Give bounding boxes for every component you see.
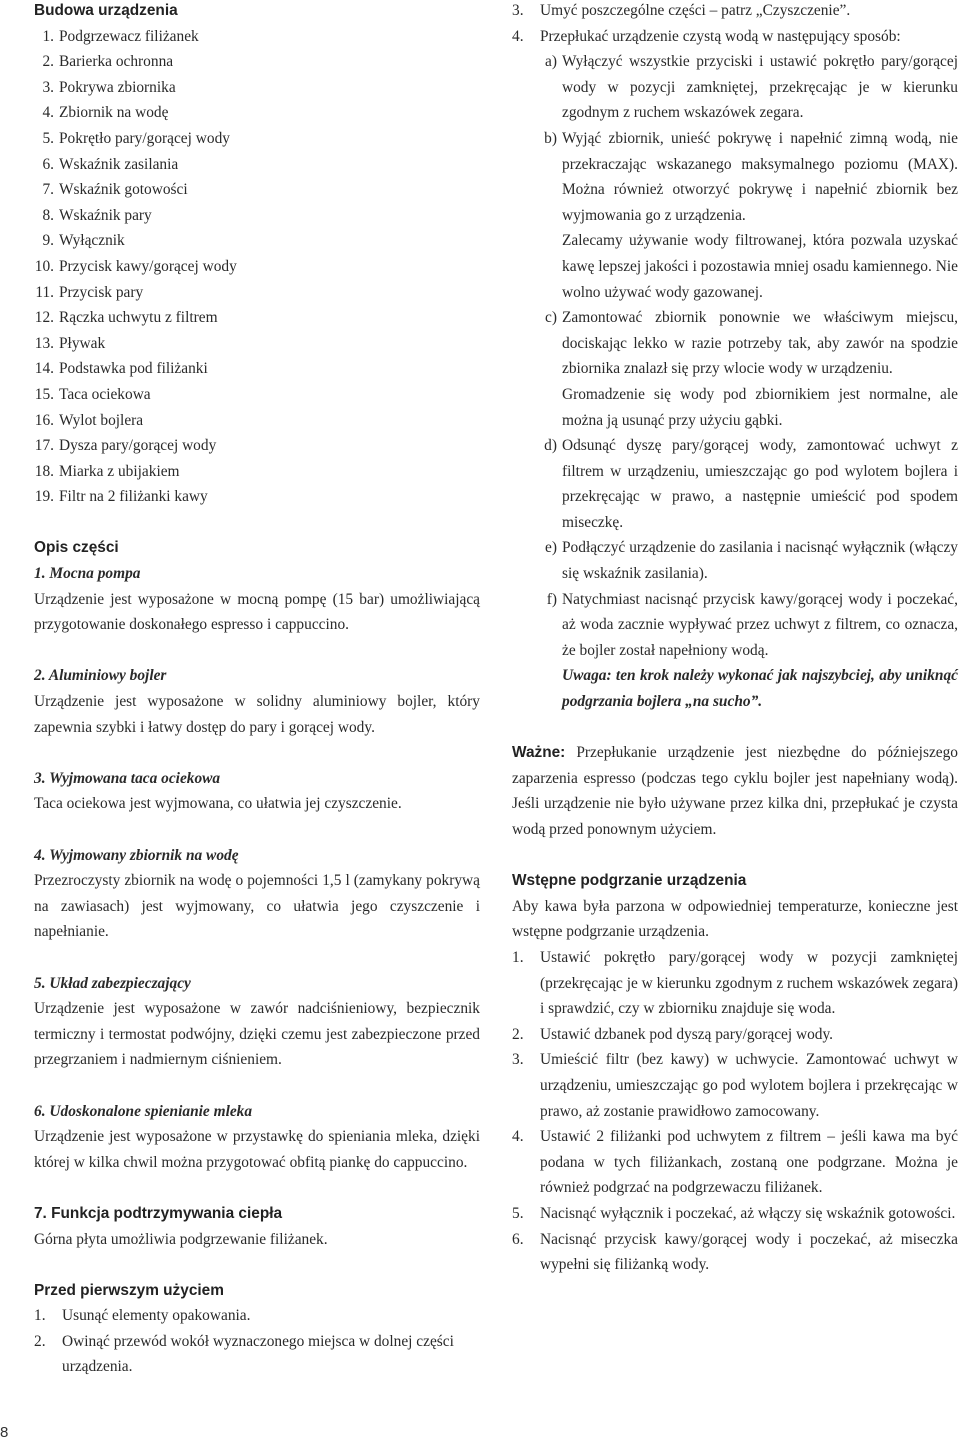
wstepne-title: Wstępne podgrzanie urządzenia	[512, 872, 747, 890]
list-item: 5. Pokrętło pary/gorącej wody	[42, 129, 230, 147]
step-d: d) Odsunąć dyszę pary/gorącej wody, zamontować uchwyt z filtrem w urządzeniu, umieszczając go pod wylotem bojlera i przekręcając w prawo, a następnie umieścić pod spodem miseczkę.	[544, 437, 958, 531]
budowa-title: Budowa urządzenia	[34, 2, 178, 19]
cont-list	[512, 0, 958, 49]
step-e: e) Podłączyć urządzenie do zasilania i nacisnąć wyłącznik (włączy się wskaźnik zasilania).	[545, 539, 958, 583]
wstepne-intro: Aby kawa była parzona w odpowiedniej temperaturze, konieczne jest wstępne podgrzanie urządzenia.	[512, 897, 958, 941]
step-b-note: Zalecamy używanie wody filtrowanej, która pozwala uzyskać kawę lepszej jakości i pozostawia mniej osadu kamiennego. Nie wolno używać wody gazowanej.	[562, 232, 958, 301]
list-item: 6. Wskaźnik zasilania	[42, 155, 179, 173]
opis-section-6: 6. Udoskonalone spienianie mleka Urządzenie jest wyposażone w przystawkę do spieniania mleka, dzięki której w kilka chwil można przygotować obfitą piankę do cappuccino.	[34, 1102, 480, 1171]
list-item: 2. Owinąć przewód wokół wyznaczonego miejsca w dolnej części urządzenia.	[34, 1332, 454, 1376]
opis-section-4: 4. Wyjmowany zbiornik na wodę Przezroczysty zbiornik na wodę o pojemności 1,5 l (zamykany pokrywą na zawiasach) jest wyjmowany, co ułatwia jego czyszczenie i napełnianie.	[34, 846, 480, 941]
list-item: 15. Taca ociekowa	[34, 385, 151, 403]
list-item: 1. Podgrzewacz filiżanek	[42, 27, 199, 45]
list-item: 7. Wskaźnik gotowości	[42, 181, 188, 199]
list-item: 13. Pływak	[34, 334, 106, 352]
list-item: 3. Umieścić filtr (bez kawy) w uchwycie. Zamontować uchwyt w urządzeniu, umieszczając go pod wylotem bojlera i przekręcając w prawo, aż zostanie prawidłowo zamocowany.	[512, 1051, 958, 1120]
step-c-note: Gromadzenie się wody pod zbiornikiem jest normalne, ale można ją usunąć przy użyciu gąbki.	[562, 385, 958, 429]
list-item: 6. Nacisnąć przycisk kawy/gorącej wody i poczekać, aż miseczka wypełni się filiżanką wody.	[512, 1230, 958, 1274]
step-c: c) Zamontować zbiornik ponownie we właściwym miejscu, dociskając lekko w razie potrzeby tak, aby zawór na spodzie zbiornika znalazł się przy wlocie wody w urządzeniu.	[545, 309, 958, 378]
list-item: 18. Miarka z ubijakiem	[34, 462, 180, 480]
right-column	[512, 0, 958, 1278]
list-item: 14. Podstawka pod filiżanki	[34, 360, 208, 378]
list-item: 12. Rączka uchwytu z filtrem	[34, 309, 218, 327]
step-f: f) Natychmiast nacisnąć przycisk kawy/gorącej wody i poczekać, aż woda zacznie wypływać przez uchwyt z filtrem, co oznacza, że bojler został napełniony wodą.	[546, 590, 958, 659]
page-number: 8	[0, 1424, 9, 1441]
list-item: 4. Przepłukać urządzenie czystą wodą w następujący sposób:	[512, 27, 901, 45]
list-item: 11. Przycisk pary	[35, 283, 144, 301]
list-item: 9. Wyłącznik	[42, 232, 125, 250]
opis-section-5: 5. Układ zabezpieczający Urządzenie jest wyposażone w zawór nadciśnieniowy, bezpiecznik termiczny i termostat podwójny, dzięki czemu jest zabezpieczone przed przegrzaniem i nadmiernym ciśnieniem.	[34, 974, 480, 1069]
opis-section-7: 7. Funkcja podtrzymywania ciepła Górna płyta umożliwia podgrzewanie filiżanek.	[34, 1204, 328, 1248]
opis-title: Opis części	[34, 539, 119, 557]
list-item: 16. Wylot bojlera	[34, 411, 144, 429]
list-item: 1. Usunąć elementy opakowania.	[34, 1307, 251, 1325]
left-column	[34, 0, 480, 1380]
step-f-warning: Uwaga: ten krok należy wykonać jak najszybciej, aby uniknąć podgrzania bojlera „na sucho”.	[562, 667, 958, 711]
przed-list	[34, 1303, 480, 1380]
step-a: a) Wyłączyć wszystkie przyciski i ustawić pokrętło pary/gorącej wody w pozycji zamkniętej, przekręcając je w kierunku zgodnym z ruchem wskazówek zegara.	[545, 53, 958, 122]
list-item: 2. Ustawić dzbanek pod dyszą pary/gorącej wody.	[512, 1025, 834, 1043]
steps-list	[512, 49, 958, 714]
step-b: b) Wyjąć zbiornik, unieść pokrywę i napełnić zimną wodą, nie przekraczając wskazanego maksymalnego poziomu (MAX). Można również otworzyć pokrywę i napełnić zbiornik bez wyjmowania go z urządzenia.	[544, 129, 958, 224]
wstepne-list	[512, 945, 958, 1278]
opis-section-1: 1. Mocna pompa Urządzenie jest wyposażone w mocną pompę (15 bar) umożliwiającą przygotowanie doskonałego espresso i cappuccino.	[34, 565, 480, 634]
list-item: 3. Pokrywa zbiornika	[42, 78, 176, 96]
list-item: 2. Barierka ochronna	[42, 53, 174, 71]
list-item: 3. Umyć poszczególne części – patrz „Czyszczenie”.	[512, 2, 851, 19]
przed-title: Przed pierwszym użyciem	[34, 1281, 224, 1299]
list-item: 4. Zbiornik na wodę	[42, 104, 169, 122]
list-item: 10. Przycisk kawy/gorącej wody	[34, 257, 237, 275]
wazne-paragraph: Ważne: Przepłukanie urządzenie jest niezbędne do późniejszego zaparzenia espresso (podczas tego cyklu bojler jest napełniany wodą). Jeśli urządzenie nie było używane przez kilka dni, przepłukać je czysta wodą przed ponownym użyciem.	[512, 744, 958, 838]
list-item: 19. Filtr na 2 filiżanki kawy	[34, 488, 208, 506]
list-item: 4. Ustawić 2 filiżanki pod uchwytem z filtrem – jeśli kawa ma być podana w tych filiżankach, zostaną one podgrzane. Można je również podgrzać na podgrzewaczu filiżanek.	[512, 1128, 958, 1197]
opis-section-2: 2. Aluminiowy bojler Urządzenie jest wyposażone w solidny aluminiowy bojler, który zapewnia szybki i łatwy dostęp do pary i gorącej wody.	[34, 667, 480, 736]
list-item: 5. Nacisnąć wyłącznik i poczekać, aż włączy się wskaźnik gotowości.	[512, 1204, 956, 1222]
wazne-label: Ważne:	[512, 744, 566, 762]
list-item: 8. Wskaźnik pary	[42, 206, 152, 224]
list-item: 1. Ustawić pokrętło pary/gorącej wody w pozycji zamkniętej (przekręcając je w kierunku zgodnym z ruchem wskazówek zegara) i sprawdzić, czy w zbiorniku znajduje się woda.	[512, 948, 958, 1018]
opis-section-3: 3. Wyjmowana taca ociekowa Taca ociekowa jest wyjmowana, co ułatwia jej czyszczenie.	[34, 769, 402, 813]
budowa-list	[34, 24, 480, 510]
list-item: 17. Dysza pary/gorącej wody	[34, 437, 217, 455]
